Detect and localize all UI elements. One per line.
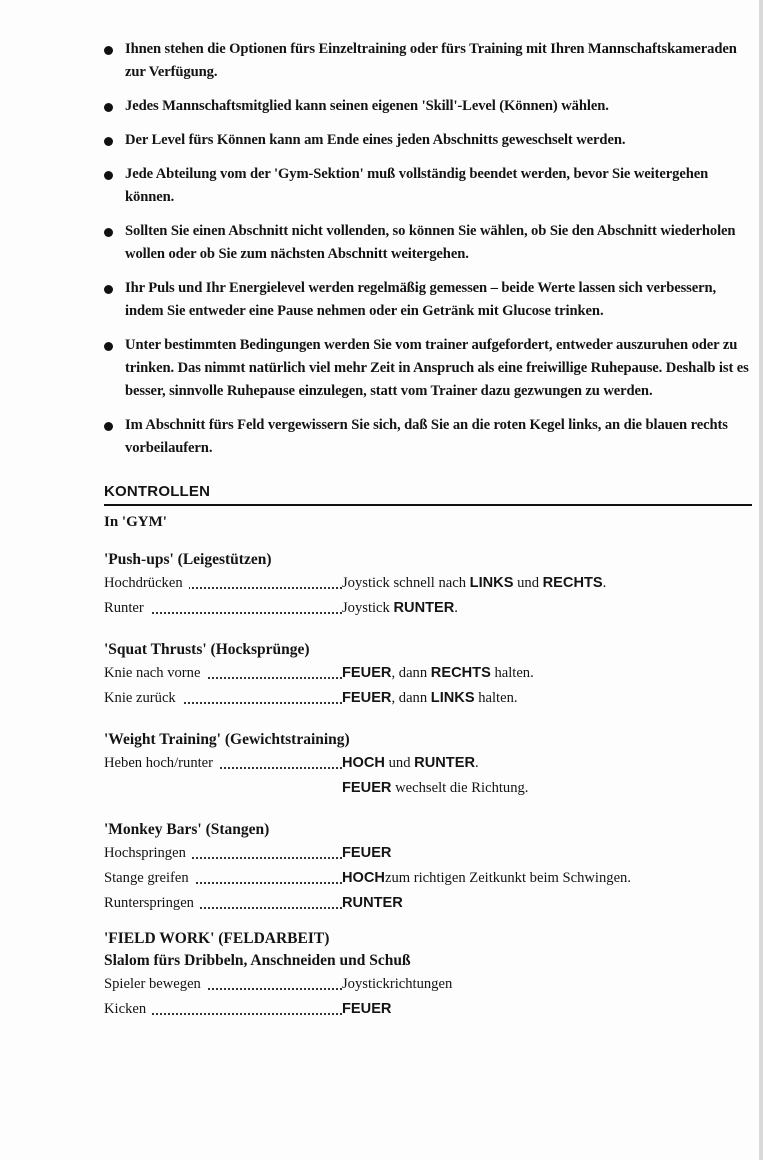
- key-word: FEUER: [342, 690, 392, 706]
- bullet-text: Ihr Puls und Ihr Energielevel werden regelmäßig gemessen – beide Werte lassen sich verbessern, indem Sie entweder eine Pause nehmen oder ein Getränk mit Glucose trinken.: [125, 280, 717, 319]
- control-action: FEUER, dann LINKS halten.: [342, 690, 518, 706]
- bullet-text: Sollten Sie einen Abschnitt nicht vollenden, so können Sie wählen, ob Sie den Abschnitt wiederholen wollen oder ob Sie zum nächsten Abschnitt weitergehen.: [125, 223, 736, 262]
- bullet-item: [104, 38, 754, 84]
- bullet-text: Ihnen stehen die Optionen fürs Einzeltraining oder fürs Training mit Ihren Mannschaftskameraden zur Verfügung.: [125, 41, 737, 80]
- bullet-text: Unter bestimmten Bedingungen werden Sie vom trainer aufgefordert, entweder auszuruhen oder zu trinken. Das nimmt natürlich viel mehr Zeit in Anspruch als eine freiwillige Ruhepause. Deshalb ist es besser, sinnvolle Ruhepause einzulegen, statt vom Trainer dazu gezwungen zu werden.: [125, 337, 749, 399]
- key-word: RUNTER: [393, 600, 455, 616]
- key-word: LINKS: [430, 690, 475, 706]
- key-word: RECHTS: [430, 665, 491, 681]
- control-label: Spieler bewegen: [104, 976, 207, 992]
- pushups-title: 'Push-ups' (Leigestützen): [104, 551, 272, 568]
- section-divider: [104, 504, 752, 506]
- control-row: [104, 686, 754, 711]
- control-label: Hochspringen: [104, 845, 192, 861]
- key-word: RUNTER: [342, 895, 403, 911]
- control-action: [342, 891, 403, 916]
- bullet-item: [104, 163, 754, 209]
- bullet-dot-icon: [104, 103, 113, 112]
- control-label: Stange greifen: [104, 870, 195, 886]
- bullet-text: Jedes Mannschaftsmitglied kann seinen eigenen 'Skill'-Level (Können) wählen.: [125, 98, 609, 114]
- control-row: [104, 891, 754, 916]
- control-label: Runterspringen: [104, 895, 200, 911]
- control-row: [104, 972, 754, 997]
- section-heading: KONTROLLEN: [104, 483, 211, 500]
- field-work-subtitle: Slalom fürs Dribbeln, Anschneiden und Schuß: [104, 952, 411, 969]
- control-row: [104, 866, 754, 891]
- bullet-item: [104, 277, 754, 323]
- gym-heading: In 'GYM': [104, 514, 167, 530]
- control-label: Knie nach vorne: [104, 665, 206, 681]
- bullet-text: Im Abschnitt fürs Feld vergewissern Sie sich, daß Sie an die roten Kegel links, an die blauen rechts vorbeilaufern.: [125, 417, 728, 456]
- control-row: [104, 571, 754, 596]
- bullet-dot-icon: [104, 342, 113, 351]
- bullet-dot-icon: [104, 171, 113, 180]
- bullet-item: [104, 95, 754, 118]
- bullet-item: [104, 414, 754, 460]
- monkey-bars-title: 'Monkey Bars' (Stangen): [104, 821, 270, 838]
- page-content: [104, 38, 754, 1022]
- bullet-text: Jede Abteilung vom der 'Gym-Sektion' muß vollständig beendet werden, bevor Sie weitergehen können.: [125, 166, 709, 205]
- control-note-row: [104, 776, 754, 801]
- bullet-item: [104, 129, 754, 152]
- control-row: [104, 661, 754, 686]
- bullet-item: [104, 220, 754, 266]
- bullet-item: [104, 334, 754, 403]
- control-action: Joystick schnell nach LINKS und RECHTS.: [342, 575, 607, 591]
- key-word: RECHTS: [542, 575, 603, 591]
- field-work-title: 'FIELD WORK' (FELDARBEIT): [104, 930, 330, 947]
- info-bullet-list: [104, 38, 754, 460]
- control-row: [104, 596, 754, 621]
- control-action: FEUER wechselt die Richtung.: [342, 780, 529, 796]
- key-word: RUNTER: [414, 755, 475, 771]
- bullet-dot-icon: [104, 228, 113, 237]
- key-word: FEUER: [342, 780, 392, 796]
- bullet-dot-icon: [104, 137, 113, 146]
- control-action: HOCHzum richtigen Zeitkunkt beim Schwingen.: [342, 870, 631, 886]
- control-row: [104, 751, 754, 776]
- key-word: LINKS: [469, 575, 514, 591]
- bullet-dot-icon: [104, 46, 113, 55]
- key-word: FEUER: [342, 665, 392, 681]
- control-label: Knie zurück: [104, 690, 182, 706]
- weights-title: 'Weight Training' (Gewichtstraining): [104, 731, 350, 748]
- key-word: HOCH: [342, 755, 385, 771]
- control-label: Hochdrücken: [104, 575, 189, 591]
- control-label: Kicken: [104, 1001, 152, 1017]
- control-action: [342, 997, 391, 1022]
- control-label: Heben hoch/runter: [104, 755, 219, 771]
- control-action: Joystick RUNTER.: [342, 600, 458, 616]
- page-edge-shadow: [759, 0, 763, 1160]
- control-row: [104, 841, 754, 866]
- key-word: HOCH: [342, 870, 385, 886]
- control-row: [104, 997, 754, 1022]
- control-action: Joystickrichtungen: [342, 976, 453, 992]
- control-label: Runter: [104, 600, 150, 616]
- bullet-text: Der Level fürs Können kann am Ende eines jeden Abschnitts geweschselt werden.: [125, 132, 626, 148]
- squats-title: 'Squat Thrusts' (Hocksprünge): [104, 641, 310, 658]
- control-action: [342, 841, 391, 866]
- key-word: FEUER: [342, 845, 392, 861]
- bullet-dot-icon: [104, 422, 113, 431]
- key-word: FEUER: [342, 1001, 392, 1017]
- bullet-dot-icon: [104, 285, 113, 294]
- control-action: HOCH und RUNTER.: [342, 755, 479, 771]
- control-action: FEUER, dann RECHTS halten.: [342, 665, 534, 681]
